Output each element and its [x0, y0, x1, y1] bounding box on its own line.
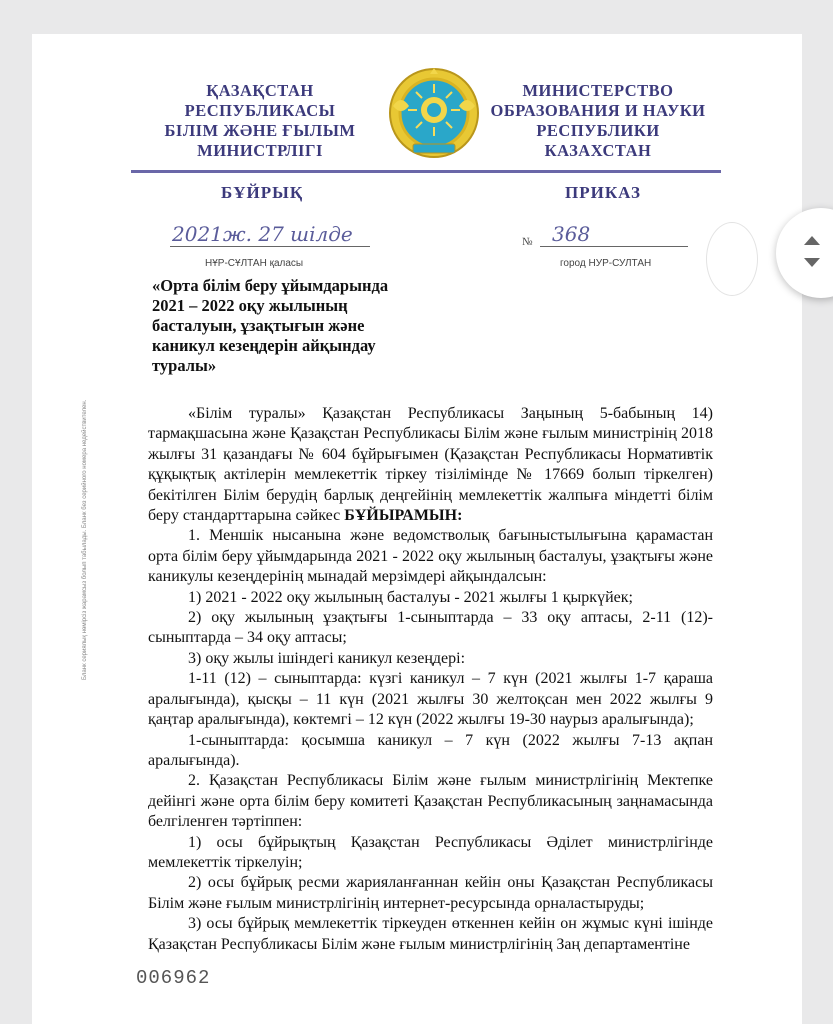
paragraph-1-3-b: 1-сыныптарда: қосымша каникул – 7 күн (2022 жылғы 7-13 ақпан аралығында).: [148, 731, 713, 769]
order-directive: БҰЙЫРАМЫН:: [344, 507, 463, 525]
ministry-ru-line: ОБРАЗОВАНИЯ И НАУКИ: [490, 101, 706, 120]
ministry-ru-line: КАЗАХСТАН: [544, 141, 652, 160]
order-label-ru: ПРИКАЗ: [565, 183, 641, 202]
order-label-kz: БҰЙРЫҚ: [221, 183, 304, 202]
chevron-up-icon[interactable]: [804, 236, 820, 245]
ministry-kz-line: МИНИСТРЛІГІ: [197, 141, 323, 160]
order-body: [148, 404, 713, 955]
ministry-ru-line: МИНИСТЕРСТВО: [522, 81, 674, 100]
title-line: туралы»: [152, 356, 217, 375]
city-ru: город НУР-СУЛТАН: [560, 258, 652, 269]
city-kz: НҰР-СҰЛТАН қаласы: [205, 258, 304, 269]
paragraph-1: 1. Меншік нысанына және ведомстволық бағыныстылығына қарамастан орта білім беру ұйымдарында 2021 - 2022 оқу жылының басталуы, ұзақтығы және каникулы кезеңдерінің мынадай мерзімдері айқындалсын:: [148, 527, 713, 586]
number-underline: [540, 246, 688, 247]
side-note-text: Бланк сериялық нөмірсіз жарамсыз болып табылады. Бланк без серийного номера недействителен.: [82, 399, 88, 680]
ministry-kz-line: БІЛІМ ЖӘНЕ ҒЫЛЫМ: [164, 121, 356, 140]
ministry-kz-line: ҚАЗАҚСТАН: [206, 81, 314, 100]
ministry-ru-line: РЕСПУБЛИКИ: [536, 121, 660, 140]
paragraph-2-2: 2) осы бұйрық ресми жарияланғаннан кейін оны Қазақстан Республикасы Білім және ғылым министрлігінің интернет-ресурсында орналастыруды;: [148, 874, 713, 912]
paragraph-2-3: 3) осы бұйрық мемлекеттік тіркеуден өткеннен кейін он жұмыс күні ішінде Қазақстан Республикасы Білім және ғылым министрлігінің Заң департаментіне: [148, 915, 713, 953]
handwritten-order-number: 368: [552, 222, 591, 246]
title-line: «Орта білім беру ұйымдарында: [152, 276, 389, 295]
ministry-name-kz: [150, 81, 370, 161]
preamble-text: «Білім туралы» Қазақстан Республикасы Заңының 5-бабының 14) тармақшасына және Қазақстан Республикасы Білім және ғылым министрінің 2018 жылғы 31 қазандағы № 604 бұйрығымен (Қазақстан Республикасы Нормативтік құқықтық актілерін мемлекеттік тіркеу тізілімінде № 17669 болып тіркелген) бекітілген Білім берудің барлық деңгейінің мемлекеттік жалпыға міндетті білім беру стандарттарына сәйкес: [148, 405, 713, 525]
paragraph-1-3: 3) оқу жылы ішіндегі каникул кезеңдері:: [188, 649, 466, 667]
title-line: 2021 – 2022 оқу жылының: [152, 296, 348, 315]
blank-serial-note: [82, 399, 106, 680]
serial-number: 006962: [136, 967, 211, 989]
state-emblem-icon: [387, 66, 481, 160]
paragraph-2: 2. Қазақстан Республикасы Білім және ғылым министрлігінің Мектепке дейінгі және орта білім беру комитеті Қазақстан Республикасының заңнамасында белгіленген тәртіппен:: [148, 772, 713, 831]
ministry-kz-line: РЕСПУБЛИКАСЫ: [184, 101, 336, 120]
header-divider: [131, 170, 721, 173]
chevron-down-icon[interactable]: [804, 258, 820, 267]
title-line: каникул кезеңдерін айқындау: [152, 336, 376, 355]
page-edge-shadow: [706, 222, 758, 296]
order-title: [152, 276, 400, 376]
date-underline: [170, 246, 370, 247]
paragraph-1-3-a: 1-11 (12) – сыныптарда: күзгі каникул – 7 күн (2021 жылғы 1-7 қараша аралығында), қысқы – 11 күн (2021 жылғы 30 желтоқсан мен 2022 жылғы 9 қаңтар аралығында), көктемгі – 12 күн (2022 жылғы 19-30 наурыз аралығында);: [148, 670, 713, 729]
number-sign: №: [522, 236, 533, 248]
ministry-name-ru: [488, 81, 708, 161]
preamble-paragraph: [148, 404, 713, 526]
handwritten-date: 2021ж. 27 шілде: [172, 222, 353, 246]
title-line: басталуын, ұзақтығын және: [152, 316, 365, 335]
paragraph-1-1: 1) 2021 - 2022 оқу жылының басталуы - 2021 жылғы 1 қыркүйек;: [188, 588, 633, 606]
paragraph-1-2: 2) оқу жылының ұзақтығы 1-сыныптарда – 33 оқу аптасы, 2-11 (12)-сыныптарда – 34 оқу аптасы;: [148, 609, 713, 647]
paragraph-2-1: 1) осы бұйрықтың Қазақстан Республикасы Әділет министрлігінде мемлекеттік тіркелуін;: [148, 833, 713, 871]
